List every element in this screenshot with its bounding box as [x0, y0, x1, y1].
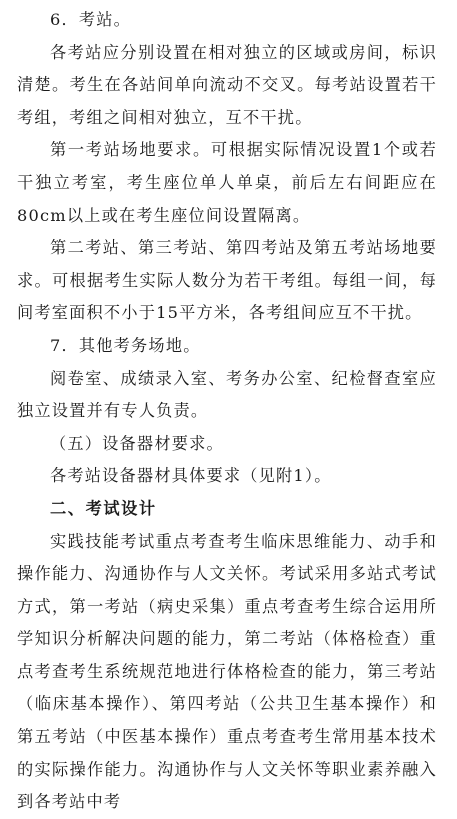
- section-item-6-title: 6．考站。: [50, 10, 132, 29]
- paragraph-exam-station-setup: 各考站应分别设置在相对独立的区域或房间，标识清楚。考生在各站间单向流动不交叉。每考站设置若干考组，考组之间相对独立，互不干扰。: [17, 42, 437, 127]
- section-five-equipment-title: （五）设备器材要求。: [50, 433, 224, 453]
- section-two-exam-design-heading: 二、考试设计: [50, 498, 157, 518]
- paragraph-stations-two-to-five-requirements: 第二考站、第三考站、第四考站及第五考站场地要求。可根据考生实际人数分为若干考组。每组一间，每间考室面积不小于15平方米，各考组间应互不干扰。: [17, 238, 437, 323]
- paragraph-station-one-requirements: 第一考站场地要求。可根据实际情况设置1个或若干独立考室，考生座位单人单桌，前后左右间距应在80cm以上或在考生座位间设置隔离。: [17, 140, 437, 225]
- paragraph-exam-design-body: 实践技能考试重点考查考生临床思维能力、动手和操作能力、沟通协作与人文关怀。考试采用多站式考试方式，第一考站（病史采集）重点考查考生综合运用所学知识分析解决问题的能力，第二考站（体格检查）重点考查考生系统规范地进行体格检查的能力，第三考站（临床基本操作）、第四考站（公共卫生基本操作）和第五考站（中医基本操作）重点考查考生常用基本技术的实际操作能力。沟通协作与人文关怀等职业素养融入到各考站中考: [17, 531, 437, 812]
- paragraph-other-exam-rooms: 阅卷室、成绩录入室、考务办公室、纪检督查室应独立设置并有专人负责。: [17, 368, 437, 421]
- paragraph-equipment-reference: 各考站设备器材具体要求（见附1）。: [50, 466, 332, 486]
- section-item-7-title: 7．其他考务场地。: [50, 335, 201, 355]
